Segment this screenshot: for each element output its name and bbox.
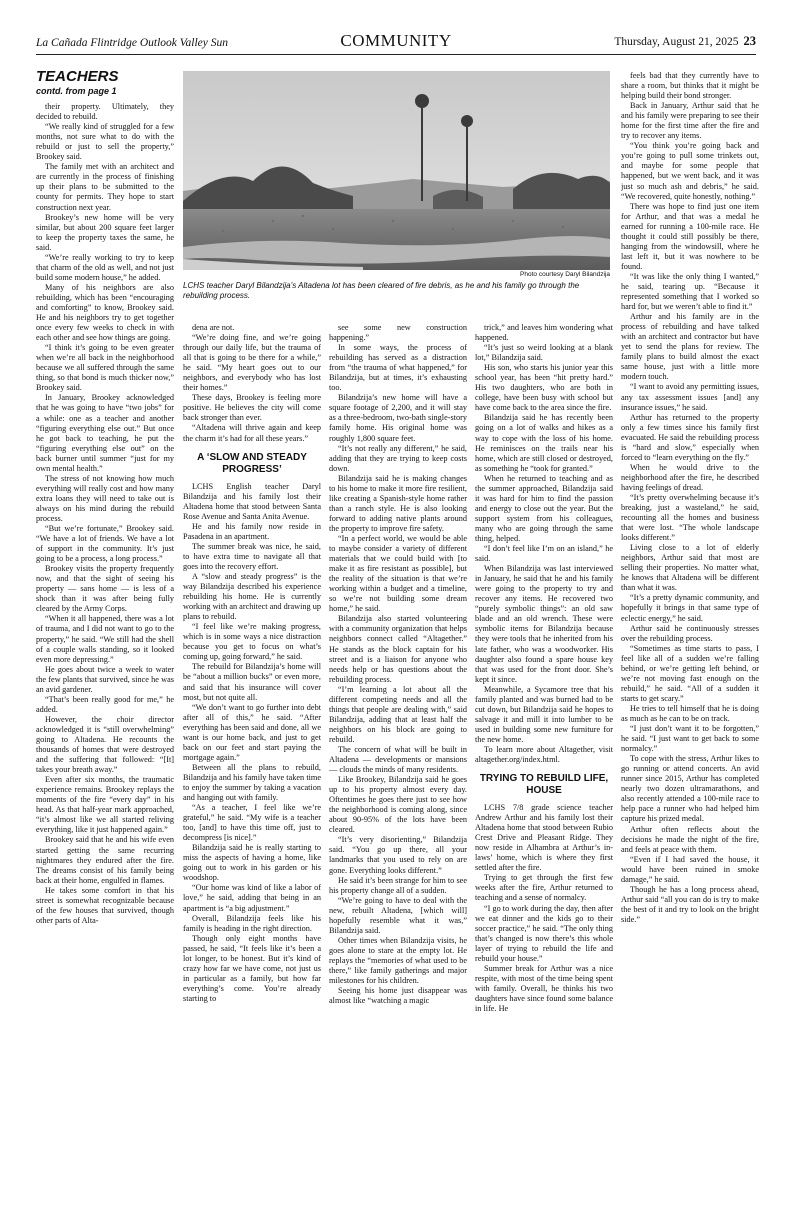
paragraph: Other times when Bilandzija visits, he goes alone to stare at the empty lot. He replays the “memories of what used to be there,” like family gatherings and major milestones for his children.	[329, 935, 467, 986]
paragraph: To cope with the stress, Arthur likes to go running or attend concerts. An avid runner since 2015, Arthur has completed nearly two dozen ultramarathons, and also recently attended a 100-mile race to help pace a runner who had helped him capture his prized medal.	[621, 754, 759, 824]
paragraph: In some ways, the process of rebuilding has served as a distraction from “the trauma of what happened,” for Bilandzija, but at times, it’s exhausting too.	[329, 343, 467, 393]
paragraph: The rebuild for Bilandzija’s home will be “about a million bucks” or even more, and said that his insurance will cover most, but not quite all.	[183, 662, 321, 702]
paragraph: LCHS English teacher Daryl Bilandzija and his family lost their Altadena home that stood between Santa Rose Avenue and Santa Anita Avenue.	[183, 481, 321, 521]
column-3	[329, 323, 467, 1199]
paragraph: Trying to get through the first few weeks after the fire, Arthur returned to teaching and a sense of normalcy.	[475, 873, 613, 903]
paragraph: their property. Ultimately, they decided to rebuild.	[36, 102, 174, 122]
paragraph: These days, Brookey is feeling more positive. He believes the city will come back stronger than ever.	[183, 393, 321, 423]
issue-info	[614, 34, 756, 49]
paragraph: When he would drive to the neighborhood after the fire, he described having feelings of dread.	[621, 462, 759, 492]
paragraph: “It’s just so weird looking at a blank lot,” Bilandzija said.	[475, 343, 613, 363]
paragraph: Though only eight months have passed, he said, “It feels like it’s been a lot longer, to be honest. But it’s kind of crazy how far we have come, not just us in particular as a family, but how far everything’s come. You’re already starting to	[183, 933, 321, 1003]
paragraph: Even after six months, the traumatic experience remains. Brookey replays the moments of the fire “every day” in his head. As that half-year mark approached, “it’s almost like we all started reliving everything, like it just happened again.”	[36, 775, 174, 835]
paragraph: “It’s very disorienting,” Bilandzija said. “You go up there, all your landmarks that you used to rely on are gone. Everything looks different.”	[329, 835, 467, 875]
col3-body	[329, 323, 467, 1006]
paragraph: trick,” and leaves him wondering what happened.	[475, 323, 613, 343]
column-4	[475, 323, 613, 1199]
continued-note: contd. from page 1	[36, 86, 117, 96]
paragraph: “We’re really working to try to keep that charm of the old as well, and not just build some modern house,” he added.	[36, 252, 174, 282]
paragraph: Brookey visits the property frequently now, and that the sight of seeing his property — sans home — is less of a shock than it was after being fully cleared by the Army Corps.	[36, 564, 174, 614]
column-5	[621, 71, 759, 1199]
paragraph: “I think it’s going to be even greater when we’re all back in the neighborhood because we all suffered through the same thing, so that bond is much thicker now,” Brookey said.	[36, 343, 174, 393]
paragraph: “I just don’t want it to be forgotten,” he said. “I just want to get back to some normalcy.”	[621, 724, 759, 754]
paragraph: “It was like the only thing I wanted,” he said, tearing up. “Because it represented something that I worked so hard for, but we weren’t able to find it.”	[621, 271, 759, 312]
paragraph: feels bad that they currently have to share a room, but thinks that it might be helping build their bond stronger.	[621, 71, 759, 101]
paragraph: Bilandzija’s new home will have a square footage of 2,200, and it will stay as a three-bedroom, two-bath single-story family home. His original home was roughly 1,800 square feet.	[329, 393, 467, 443]
col2b-body	[183, 482, 321, 1004]
column-1	[36, 69, 174, 1199]
page-number: 23	[743, 34, 756, 48]
paragraph: Arthur has returned to the property only a few times since his family first evacuated. He said the rebuilding process is “hard and slow,” especially when forced to “learn everything on the fly.”	[621, 412, 759, 462]
paragraph: “I feel like we’re making progress, which is in some ways a nice distraction because you get to focus on what’s coming up, going forward,” he said.	[183, 622, 321, 662]
photo-credit: Photo courtesy Daryl Bilandzija	[520, 271, 610, 278]
paragraph: He and his family now reside in Pasadena in an apartment.	[183, 521, 321, 541]
paragraph: The stress of not knowing how much everything will really cost and how many extra loans they will need to take out is always on his mind during the rebuild process.	[36, 473, 174, 523]
paragraph: Bilandzija said he is really starting to miss the aspects of having a home, like going out to work in his garden or his woodshop.	[183, 843, 321, 883]
paragraph: There was hope to find just one item for Arthur, and that was a medal he earned for running a 100-mile race. He thought it could still possibly be there, hanging from the windowsill, where he last left it, but it was nowhere to be found.	[621, 201, 759, 271]
paragraph: Like Brookey, Bilandzija said he goes up to his property almost every day. Oftentimes he goes there just to see how the neighborhood is coming along, since about 90-95% of the lots have been cleared.	[329, 775, 467, 835]
paragraph: The family met with an architect and are currently in the process of finishing up their plans to be submitted to the county for permits. They hope to start construction next year.	[36, 162, 174, 212]
paragraph: “In a perfect world, we would be able to maybe consider a variety of different materials that we could build with [to make it as fire resistant as possible], but the reality of the situation is that we’re working within a budget and a timeline, so we’re not building some dream home,” he said.	[329, 533, 467, 614]
subhead-trying-rebuild: TRYING TO REBUILD LIFE, HOUSE	[479, 773, 609, 797]
paragraph: “As a teacher, I feel like we’re grateful,” he said. “My wife is a teacher too, [and] to have this time off, just to decompress [is nice].”	[183, 803, 321, 843]
paragraph: He takes some comfort in that his street is somewhat recognizable because of the few houses that survived, though other parts of Alta-	[36, 885, 174, 925]
paragraph: His son, who starts his junior year this school year, has been “hit pretty hard.” His two daughters, who are both in college, have been busy with school but have come back to the area since the fire.	[475, 363, 613, 413]
paragraph: He goes about twice a week to water the few plants that survived, since he was an avid gardener.	[36, 664, 174, 694]
paragraph: “I don’t feel like I’m on an island,” he said.	[475, 544, 613, 564]
paragraph: Though he has a long process ahead, Arthur said “all you can do is try to make the best of it and try to look on the bright side.”	[621, 884, 759, 924]
paragraph: Arthur and his family are in the process of rebuilding and have talked with an architect and contractor but have yet to send the plans for review. The family plans to build almost the exact same house, just with a little more modern touch.	[621, 312, 759, 382]
paragraph: “It’s not really any different,” he said, adding that they are trying to keep costs down.	[329, 443, 467, 473]
paragraph: “It’s a pretty dynamic community, and hopefully it brings in that same type of eclectic energy,” he said.	[621, 593, 759, 623]
paragraph: Summer break for Arthur was a nice respite, with most of the time being spent with family. Overall, he thinks his two daughters have since found some balance in life. He	[475, 963, 613, 1013]
paragraph: Bilandzija said he is making changes to his home to make it more fire resilient, like creating a Spanish-style home rather than a ranch style. He is also looking forward to adding native plants around the property to improve fire safety.	[329, 473, 467, 533]
col4a-body	[475, 323, 613, 765]
col1-body	[36, 102, 174, 926]
paragraph: He said it’s been strange for him to see his property change all of a sudden.	[329, 875, 467, 895]
paragraph: “We really kind of struggled for a few months, not sure what to do with the rebuild or just to sell the property,” Brookey said.	[36, 122, 174, 162]
paper-name: La Cañada Flintridge Outlook Valley Sun	[36, 37, 228, 49]
column-2	[183, 323, 321, 1199]
paragraph: Meanwhile, a Sycamore tree that his family planted and was burned had to be cut down, but Bilandzija said he hopes to salvage it and mill it into lumber to be used in building some new furniture for the new home.	[475, 684, 613, 744]
paragraph: “Sometimes as time starts to pass, I feel like all of a sudden we’re falling behind, or we’re getting left behind, or we’re not moving fast enough on the rebuild,” he said. “All of a sudden it starts to get scary.”	[621, 643, 759, 703]
paragraph: However, the choir director acknowledged it is “still overwhelming” going to Altadena. He recounts the thousands of homes that were destroyed and the suffering that followed: “[It] takes your breath away.”	[36, 714, 174, 775]
paragraph: “It’s pretty overwhelming because it’s breaking, just a wasteland,” he said, recounting all the homes and business that were lost. “The whole landscape looks different.”	[621, 492, 759, 543]
paragraph: Arthur often reflects about the decisions he made the night of the fire, and feels at peace with them.	[621, 824, 759, 854]
col5-body	[621, 71, 759, 925]
col4b-body	[475, 803, 613, 1014]
paragraph: To learn more about Altagether, visit altagether.org/index.html.	[475, 744, 613, 765]
paragraph: see some new construction happening.”	[329, 323, 467, 343]
paragraph: The summer break was nice, he said, to have extra time to navigate all that goes into the recovery effort.	[183, 541, 321, 571]
paragraph: Brookey said that he and his wife even started getting the same recurring nightmares they endured after the fire. The dreams consist of his family being back at their home, engulfed in flames.	[36, 835, 174, 885]
section-name: COMMUNITY	[340, 31, 452, 50]
paragraph: Bilandzija said he has recently been going on a lot of walks and hikes as a way to cope with the loss of his home. He reminisces on the trails near his home, which are still closed or destroyed, as something he “took for granted.”	[475, 413, 613, 473]
paragraph: LCHS 7/8 grade science teacher Andrew Arthur and his family lost their Altadena home that stood between Rubio Crest Drive and Pleasant Ridge. They now reside in Alhambra at Arthur’s in-laws’ home, which is where they first settled after the fire.	[475, 803, 613, 873]
paragraph: “You think you’re going back and you’re going to pull some trinkets out, and maybe for some people that happened, but we went back, and it was just so much ash and debris,” he said. “We recovered, quite honestly, nothing.”	[621, 141, 759, 201]
article-title: TEACHERS	[36, 69, 119, 85]
paragraph: “But we’re fortunate,” Brookey said. “We have a lot of friends. We have a lot of support in the community. It’s just going to be a process, a long process.”	[36, 524, 174, 564]
paragraph: When Bilandzija was last interviewed in January, he said that he and his family were going to the property to try and recover any items. He recovered two “purely symbolic things”: an old saw blade and an old wrench. These were symbolic items for Bilandzija because they were tools that he inherited from his late father, who was a woodworker. His daughter also found a spare house key that was used for the front door. She’s kept it since.	[475, 564, 613, 684]
photo-caption: LCHS teacher Daryl Bilandzija’s Altadena lot has been cleared of fire debris, as he and his family go through the rebuilding process.	[183, 281, 580, 300]
col2a-body	[183, 323, 321, 444]
paragraph: dena are not.	[192, 323, 235, 332]
issue-date: Thursday, August 21, 2025	[614, 36, 739, 48]
paragraph: “We’re going to have to deal with the new, rebuilt Altadena, [which will] hopefully resemble what it was,” Bilandzija said.	[329, 895, 467, 935]
paragraph: Arthur said he continuously stresses over the rebuilding process.	[621, 623, 759, 643]
paragraph: “Even if I had saved the house, it would have been ruined in smoke damage,” he said.	[621, 854, 759, 884]
article-photo	[183, 71, 610, 270]
paragraph: “I go to work during the day, then after we eat dinner and the kids go to their soccer practice,” he said. “The only thing that’s changed is now there’s this whole layer of trying to rebuild the life and rebuild your house.”	[475, 903, 613, 963]
paragraph: “Our home was kind of like a labor of love,” he said, adding that being in an apartment is “a big adjustment.”	[183, 883, 321, 913]
paragraph: “I want to avoid any permitting issues, any tax assessment issues [and] any insurance issues,” he said.	[621, 382, 759, 412]
subhead-slow-steady: A ‘SLOW AND STEADY PROGRESS’	[197, 451, 307, 475]
paragraph: “Altadena will thrive again and keep the charm it’s had for all these years.”	[183, 423, 321, 443]
paragraph: “When it all happened, there was a lot of trauma, and I did not want to go to the property,” he said. “We still had the shell of a couple walls standing, so it looked even more depressing.”	[36, 614, 174, 664]
paragraph: When he returned to teaching and as the summer approached, Bilandzija said it was hard for him to find the passion and energy to close out the year. But the support system from his colleagues, many who are going through the same thing, helped.	[475, 473, 613, 543]
paragraph: Seeing his home just disappear was almost like “watching a magic	[329, 986, 467, 1006]
paragraph: “We don’t want to go further into debt after all of this,” he said. “After everything has been said and done, all we want is our home back, and just to get back on our feet and start paying the mortgage again.”	[183, 702, 321, 762]
paragraph: Living close to a lot of elderly neighbors, Arthur said that most are selling their properties. No matter what, he knows that Altadena will be different than what it was.	[621, 543, 759, 593]
paragraph: A “slow and steady progress” is the way Bilandzija described his experience rebuilding his home. He is currently working with an architect and drawing up plans to rebuild.	[183, 571, 321, 622]
paragraph: Overall, Bilandzija feels like his family is heading in the right direction.	[183, 913, 321, 933]
paragraph: “That’s been really good for me,” he added.	[36, 694, 174, 714]
paragraph: Back in January, Arthur said that he and his family were preparing to see their home for the first time after the fire and try to recover any items.	[621, 101, 759, 141]
paragraph: Between all the plans to rebuild, Bilandzija and his family have taken time to enjoy the summer by taking a vacation and hanging out with family.	[183, 762, 321, 803]
paragraph: In January, Brookey acknowledged that he was going to have “two jobs” for a while: one as a teacher and another “figuring everything else out.” But once he got back to teaching, he put the “figuring everything else out” on the back burner until summer “just for my own mental health.”	[36, 393, 174, 473]
paragraph: Bilandzija also started volunteering with a community organization that helps neighbors connect called “Altagether.” He stands as the block captain for his street and is a liaison for anyone who needs help or has questions about the rebuilding process.	[329, 614, 467, 684]
paragraph: “I’m learning a lot about all the different competing needs and all the things that people are dealing with,” said Bilandzija, adding that at least half the neighbors on his block are going to rebuild.	[329, 684, 467, 744]
paragraph: Brookey’s new home will be very similar, but about 200 square feet larger to keep the property taxes the same, he said.	[36, 212, 174, 252]
cleared-lot-photo	[183, 71, 610, 270]
paragraph: He tries to tell himself that he is doing as much as he can to be on track.	[621, 703, 759, 723]
paragraph: Many of his neighbors are also rebuilding, which has been “encouraging and comforting” to know, Brookey said. He and his neighbors try to get together once every few weeks to check in with each other and see how things are going.	[36, 282, 174, 343]
paragraph: The concern of what will be built in Altadena — developments or mansions — clouds the minds of many residents.	[329, 744, 467, 775]
paragraph: “We’re doing fine, and we’re going through our daily life, but the trauma of all that is going to be there for a while,” he said. “My heart goes out to our neighbors, and everybody who has lost their homes.”	[183, 333, 321, 393]
masthead	[36, 28, 756, 55]
